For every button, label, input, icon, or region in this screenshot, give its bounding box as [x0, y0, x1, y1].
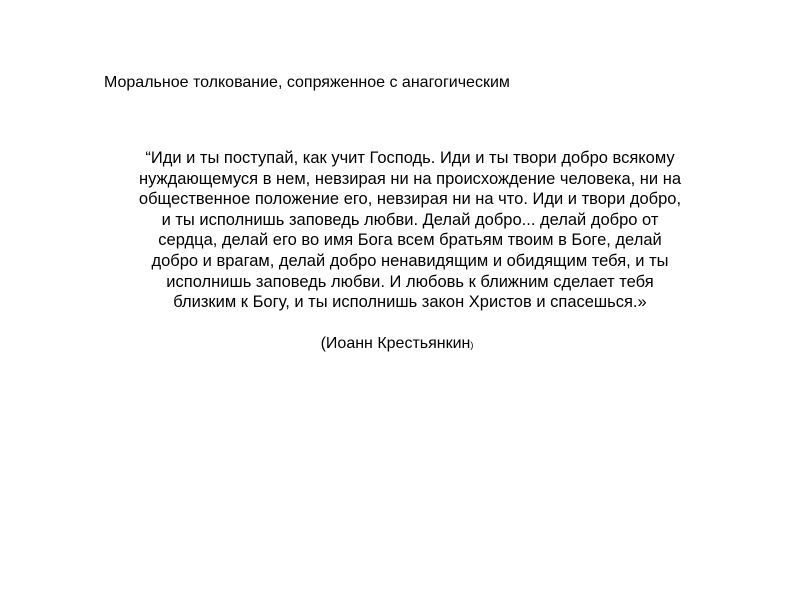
- attribution-author: (Иоанн Крестьянкин: [320, 335, 471, 352]
- quote-line: и ты исполнишь заповедь любви. Делай добро... делай добро от: [161, 210, 659, 229]
- quote-line: “Иди и ты поступай, как учит Господь. Иди и ты твори добро всякому: [145, 149, 675, 167]
- quote-line: добро и врагам, делай добро ненавидящим и обидящим тебя, и ты: [151, 251, 669, 270]
- quote-attribution: [0, 334, 794, 355]
- quote-line: близким к Богу, и ты исполнишь закон Христов и спасешься.»: [173, 293, 647, 312]
- quote-line: нуждающемуся в нем, невзирая ни на происхождение человека, ни на: [139, 169, 681, 188]
- quote-block: [100, 148, 720, 313]
- attribution-closing-paren: ): [470, 340, 474, 350]
- quote-line: общественное положение его, невзирая ни на что. Иди и твори добро,: [138, 190, 682, 209]
- quote-line: исполнишь заповедь любви. И любовь к ближним сделает тебя: [166, 272, 654, 291]
- slide-title: Моральное толкование, сопряженное с анагогическим: [104, 74, 510, 91]
- quote-line: сердца, делай его во имя Бога всем братьям твоим в Боге, делай: [158, 231, 662, 250]
